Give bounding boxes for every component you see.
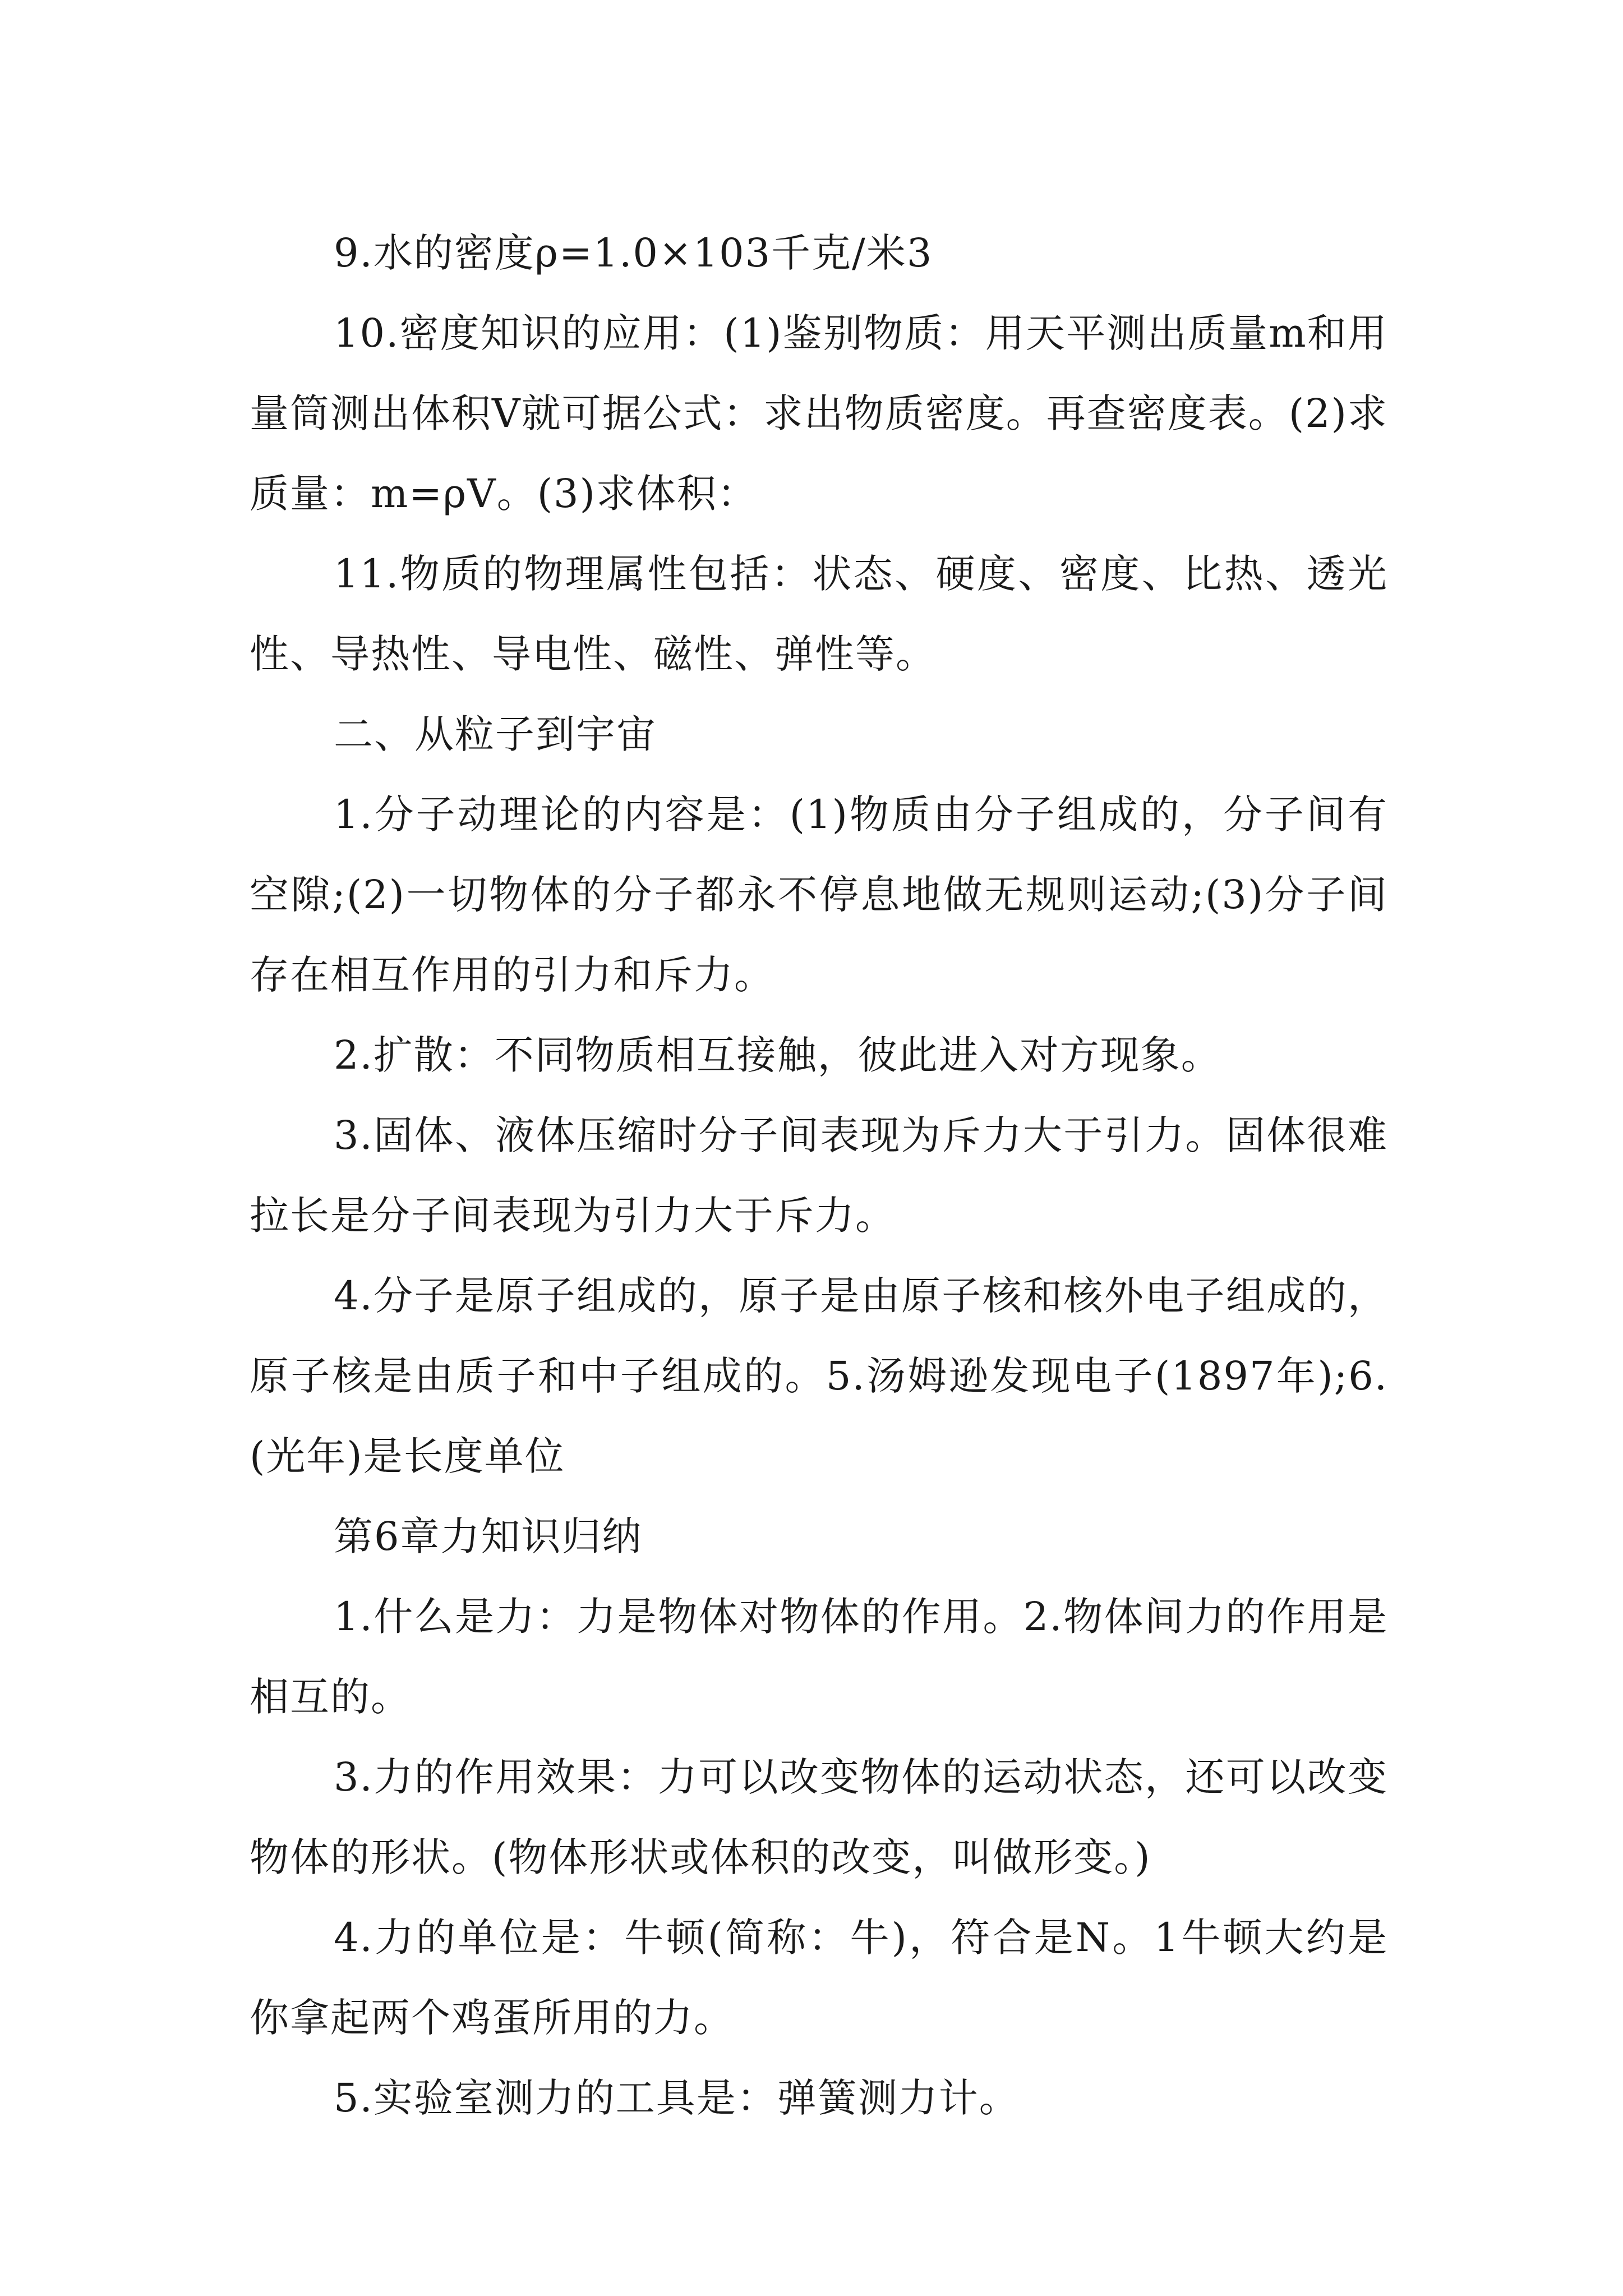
chapter-heading-force: 第6章力知识归纳 <box>334 1513 643 1559</box>
paragraph-molecular-forces: 3.固体、液体压缩时分子间表现为斥力大于引力。固体很难拉长是分子间表现为引力大于斥力。 <box>250 1112 1388 1239</box>
paragraph-force-effects: 3.力的作用效果：力可以改变物体的运动状态，还可以改变物体的形状。(物体形状或体积的改变，叫做形变。) <box>250 1754 1388 1880</box>
paragraph-force-unit: 4.力的单位是：牛顿(简称：牛)，符合是N。1牛顿大约是你拿起两个鸡蛋所用的力。 <box>250 1915 1388 2041</box>
paragraph-diffusion: 2.扩散：不同物质相互接触，彼此进入对方现象。 <box>334 1032 1221 1078</box>
paragraph-molecular-theory: 1.分子动理论的内容是：(1)物质由分子组成的，分子间有空隙;(2)一切物体的分子都永不停息地做无规则运动;(3)分子间存在相互作用的引力和斥力。 <box>250 792 1388 998</box>
paragraph-atomic-structure: 4.分子是原子组成的，原子是由原子核和核外电子组成的，原子核是由质子和中子组成的。5.汤姆逊发现电子(1897年);6.(光年)是长度单位 <box>250 1273 1388 1479</box>
paragraph-physical-properties: 11.物质的物理属性包括：状态、硬度、密度、比热、透光性、导热性、导电性、磁性、弹性等。 <box>250 551 1388 677</box>
paragraph-what-is-force: 1.什么是力：力是物体对物体的作用。2.物体间力的作用是相互的。 <box>250 1594 1388 1720</box>
document-page <box>250 213 1388 2138</box>
paragraph-density-applications: 10.密度知识的应用：(1)鉴别物质：用天平测出质量m和用量筒测出体积V就可据公式：求出物质密度。再查密度表。(2)求质量：m=ρV。(3)求体积： <box>250 310 1388 517</box>
paragraph-force-tool: 5.实验室测力的工具是：弹簧测力计。 <box>334 2075 1020 2121</box>
section-heading-particles-universe: 二、从粒子到宇宙 <box>334 711 657 757</box>
paragraph-water-density: 9.水的密度ρ=1.0×103千克/米3 <box>334 230 933 276</box>
